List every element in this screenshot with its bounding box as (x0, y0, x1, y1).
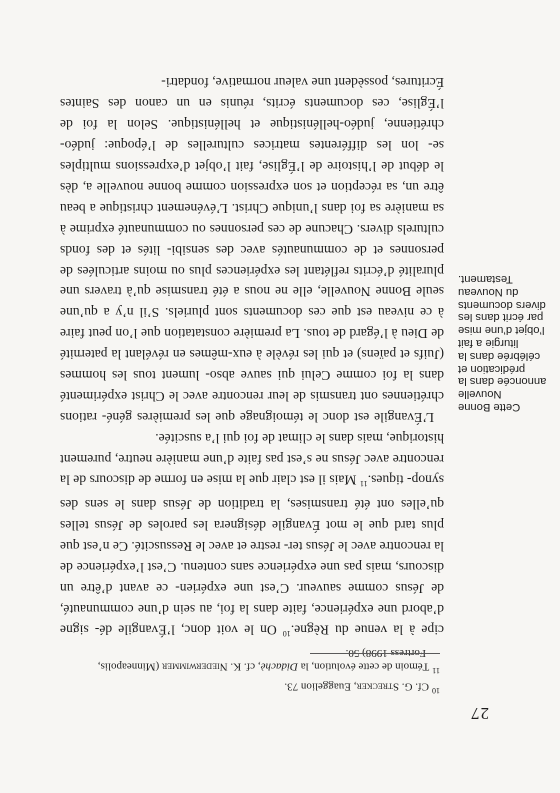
footnotes (60, 644, 440, 697)
text-run: Mais il est clair que la mise en forme de discours de la rencontre avec Jésus ne s’est pas faite d’une manière neutre, purement historique, mais dans le climat de foi qui l’a suscitée. (60, 430, 444, 488)
margin-note: Cette Bonne Nouvelle annoncée dans la prédication et célébrée dans la liturgie a fait l’objet d’une mise par écrit dans les divers documents du Nouveau Testament. (458, 273, 547, 413)
footnote-ref-11: 11 (359, 479, 368, 489)
footnote-text: , cf. K. (227, 660, 261, 673)
footnote-10 (60, 679, 440, 697)
footnote-number: 11 (432, 666, 440, 676)
paragraph-1 (60, 427, 444, 643)
footnote-number: 10 (432, 686, 440, 695)
footnote-author: G. Strecker (356, 680, 413, 693)
page-number: 27 (470, 704, 489, 723)
footnote-text: (Minneapolis, Fortress 1998) 50. (97, 646, 426, 673)
footnote-text: , Euaggelion 73. (284, 680, 357, 693)
footnote-ref-10: 10 (282, 629, 291, 638)
footnote-text: Témoin de cette évolution, la (297, 660, 430, 673)
footnote-11 (60, 646, 440, 678)
margin-notes (458, 262, 548, 413)
footnote-text: Cf. (412, 680, 429, 693)
main-text (60, 71, 444, 643)
text-run: cipe à la venue du Règne. (290, 622, 444, 638)
paragraph-2: L’Évangile est donc le témoignage que les premières géné- rations chrétiennes ont transmis de leur rencontre avec le Christ expérimenté dans la foi comme Celui qui sauve abso- lument tous les hommes (Juifs et païens) et qui les révèle à eux-mêmes en révélant la paternité de Dieu à l’égard de tous. La première constatation que l’on peut faire à ce niveau est que ces documents sont pluriels. S’il n’y a qu’une seule Bonne Nouvelle, elle ne nous a été transmise qu’à travers une pluralité d’écrits reflétant les expériences plus ou moins articulées de personnes et de communautés avec des sensibi- lités et des fonds culturels divers. Chacune de ces personnes ou communauté exprime à sa manière sa foi dans l’unique Christ. L’événement christique a beau être un, sa réception et son expression comme bonne nouvelle a, dès le début de l’histoire de l’Église, fait l’objet d’expressions multiples se- lon les différentes matrices culturelles de l’époque: judéo- chrétienne, judéo-hellénistique et hellénistique. Selon la foi de l’Église, ces documents écrits, réunis en un canon des Saintes Écritures, possèdent une valeur normative, fondatri- (60, 75, 444, 425)
footnote-divider (310, 653, 440, 654)
footnote-title: Didachè (260, 660, 298, 673)
footnote-author: Niederwimmer (161, 660, 228, 673)
text-run: On le voit donc, l’Évangile dé- signe d’abord une expérience, faite dans la foi, au sein d’une communauté, de Jésus comme sauveur. C’est une expérien- ce avant d’être un discours, mais pas une expérience sans contenu. C’est l’expérience de la rencontre avec le Jésus ter- restre et avec le Ressuscité. Ce n’est que plus tard que le mot Évangile désignera les paroles de Jésus telles qu’elles ont été transmises, la tradition de Jésus dans le sens des synop- tiques. (59, 472, 444, 638)
